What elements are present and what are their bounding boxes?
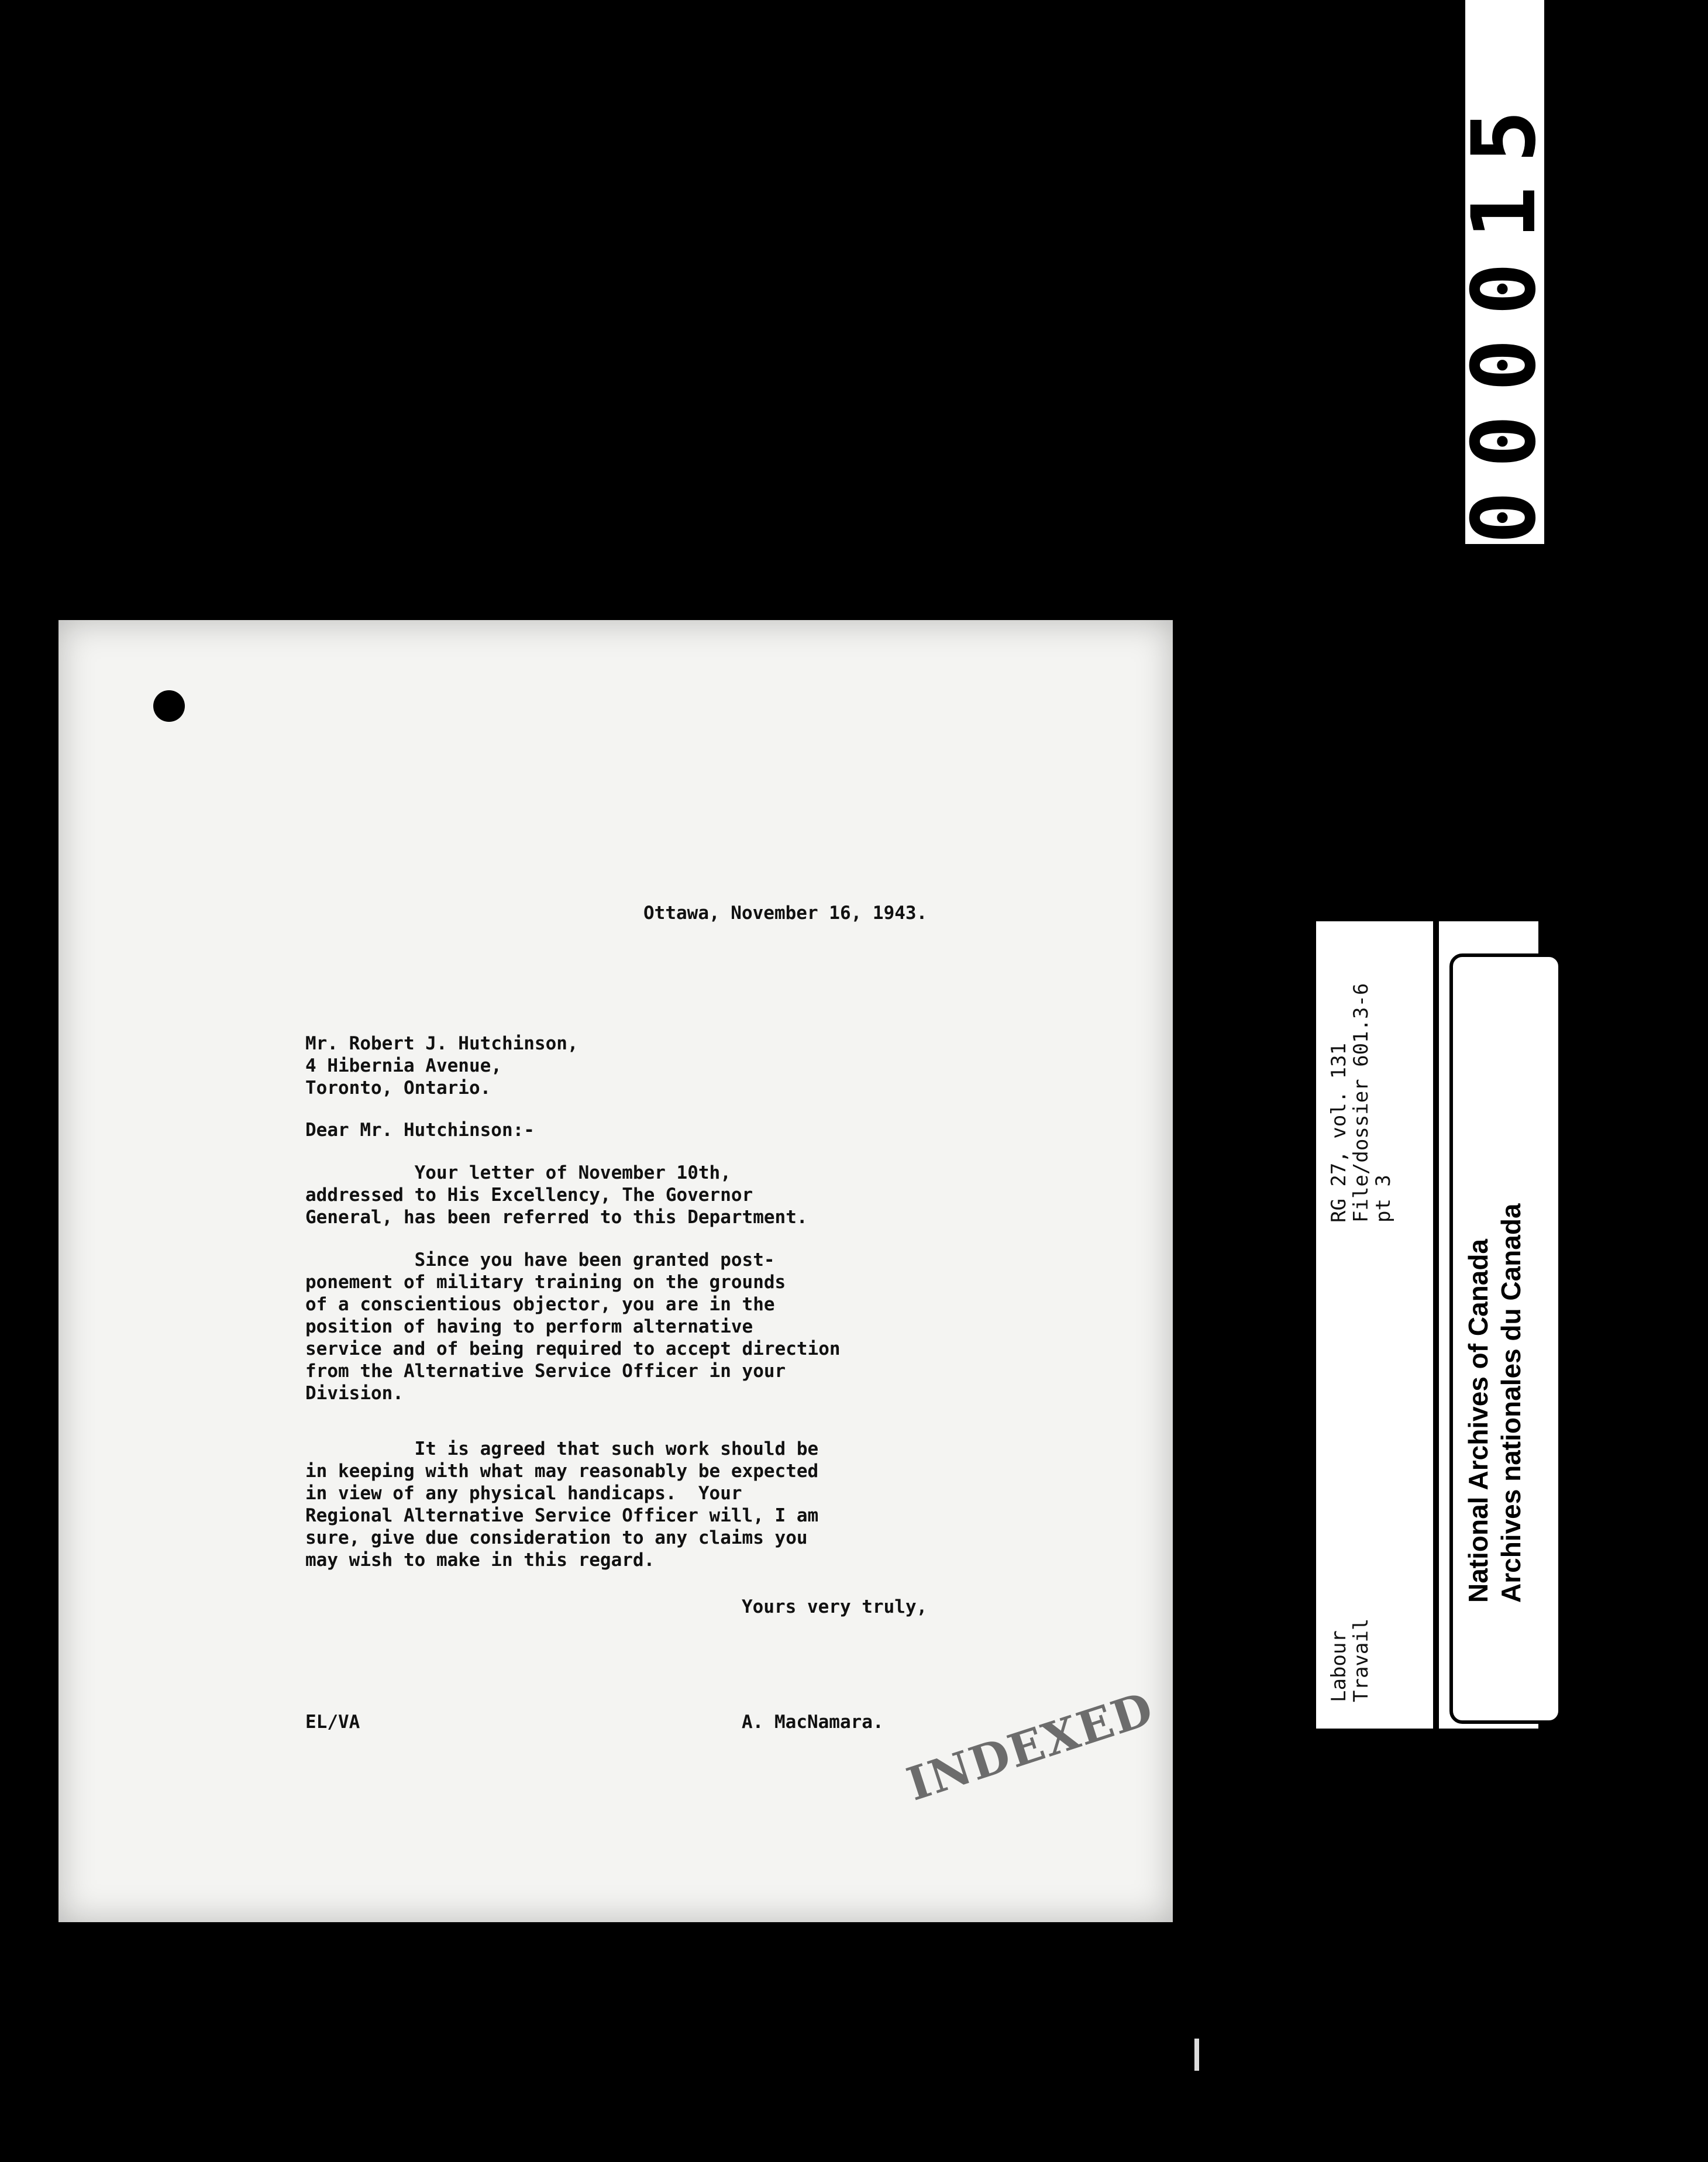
paragraph-line: position of having to perform alternative <box>305 1316 753 1337</box>
paragraph-line: Division. <box>305 1383 404 1404</box>
paragraph-line: from the Alternative Service Officer in your <box>305 1361 786 1382</box>
paragraph-line: in keeping with what may reasonably be expected <box>305 1461 819 1482</box>
film-mark <box>1194 2039 1199 2071</box>
paragraph-line: in view of any physical handicaps. Your <box>305 1483 742 1504</box>
address-line: Mr. Robert J. Hutchinson, <box>305 1033 578 1054</box>
paragraph-line: service and of being required to accept direction <box>305 1338 841 1359</box>
paragraph-line: sure, give due consideration to any claims you <box>305 1527 808 1548</box>
indexed-stamp: INDEXED <box>901 1682 1161 1812</box>
paragraph-line: Regional Alternative Service Officer will, I am <box>305 1505 819 1526</box>
recipient-address <box>305 1032 578 1099</box>
paragraph-1 <box>305 1162 808 1228</box>
frame-number: 000015 <box>1454 87 1555 544</box>
punch-hole <box>153 690 185 722</box>
reference-line: RG 27, vol. 131 <box>1327 1042 1351 1223</box>
department-line: Labour <box>1327 1630 1351 1702</box>
paragraph-line: General, has been referred to this Department. <box>305 1207 808 1228</box>
paragraph-line: of a conscientious objector, you are in the <box>305 1294 775 1315</box>
typist-initials: EL/VA <box>305 1712 360 1733</box>
paragraph-line: It is agreed that such work should be <box>305 1438 819 1459</box>
department-line: Travail <box>1349 1618 1373 1702</box>
label-divider <box>1433 921 1439 1729</box>
paragraph-line: Since you have been granted post- <box>305 1249 775 1271</box>
signature: A. MacNamara. <box>742 1712 884 1733</box>
reference-line: pt 3 <box>1372 1175 1395 1223</box>
closing: Yours very truly, <box>742 1596 928 1617</box>
paragraph-line: may wish to make in this regard. <box>305 1550 655 1571</box>
dateline: Ottawa, November 16, 1943. <box>643 903 928 924</box>
salutation: Dear Mr. Hutchinson:- <box>305 1120 535 1141</box>
address-line: Toronto, Ontario. <box>305 1077 491 1099</box>
address-line: 4 Hibernia Avenue, <box>305 1055 502 1076</box>
reference-line: File/dossier 601.3-6 <box>1349 983 1373 1223</box>
paragraph-3 <box>305 1438 818 1571</box>
institution-name-fr: Archives nationales du Canada <box>1496 1203 1526 1603</box>
paragraph-2 <box>305 1249 841 1404</box>
paragraph-line: addressed to His Excellency, The Governor <box>305 1185 753 1206</box>
institution-name-en: National Archives of Canada <box>1463 1238 1493 1603</box>
paragraph-line: ponement of military training on the grounds <box>305 1272 786 1293</box>
paragraph-line: Your letter of November 10th, <box>305 1162 731 1183</box>
